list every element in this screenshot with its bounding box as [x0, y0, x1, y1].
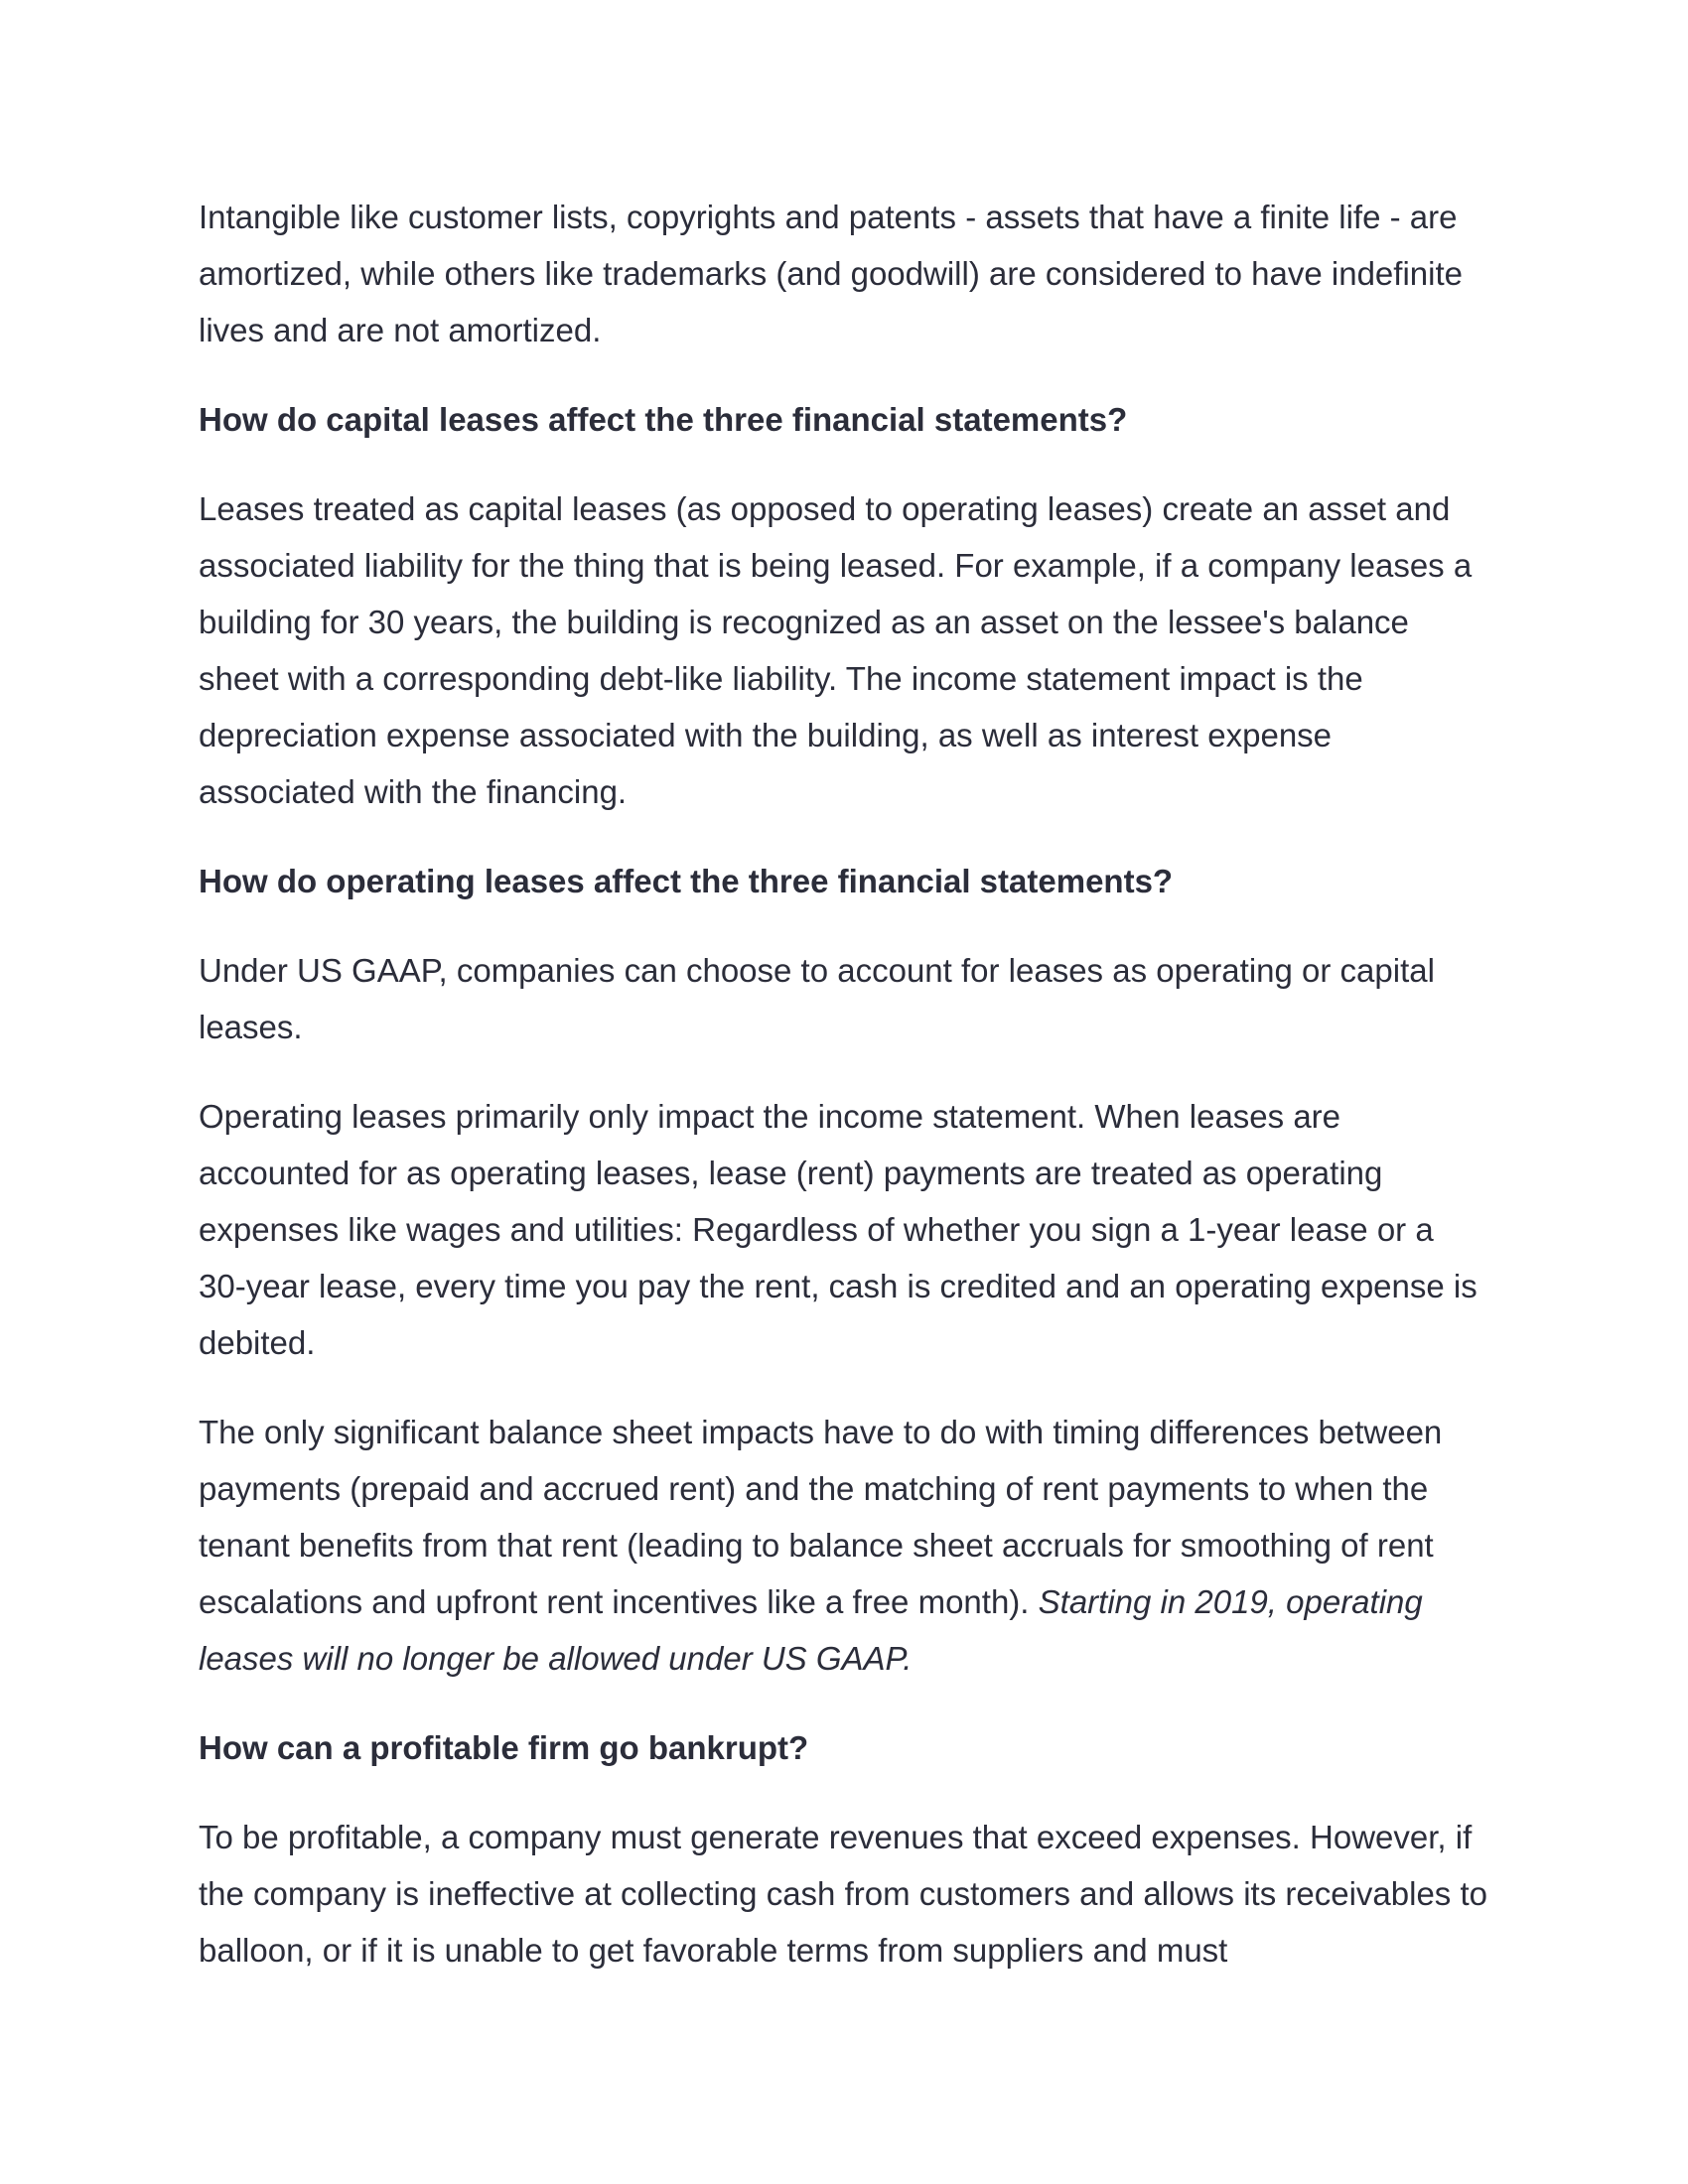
paragraph-capital-leases: Leases treated as capital leases (as opposed to operating leases) create an asset and associated liability for the thing that is being leased. For example, if a company leases a building for 30 years, the building is recognized as an asset on the lessee's balance sheet with a corresponding debt-like liability. The income statement impact is the depreciation expense associated with the building, as well as interest expense associated with the financing. [199, 490, 1473, 810]
balance-sheet-impacts-text: The only significant balance sheet impacts have to do with timing differences between payments (prepaid and accrued rent) and the matching of rent payments to when the tenant benefits from that rent (leading to balance sheet accruals for smoothing of rent escalations and upfront rent incentives like a free month). [199, 1414, 1443, 1620]
paragraph-profitable-bankrupt: To be profitable, a company must generate revenues that exceed expenses. However, if the company is ineffective at collecting cash from customers and allows its receivables to balloon, or if it is unable to get favorable terms from suppliers and must [199, 1819, 1487, 1969]
gaap-2019-note: Starting in 2019, operating leases will no longer be allowed under US GAAP. [199, 1583, 1423, 1677]
paragraph-us-gaap-choice: Under US GAAP, companies can choose to account for leases as operating or capital leases. [199, 952, 1435, 1045]
document-page [199, 189, 1489, 1979]
heading-operating-leases: How do operating leases affect the three financial statements? [199, 863, 1174, 899]
heading-capital-leases: How do capital leases affect the three financial statements? [199, 401, 1128, 438]
heading-profitable-bankrupt: How can a profitable firm go bankrupt? [199, 1729, 809, 1766]
paragraph-intangibles: Intangible like customer lists, copyrights and patents - assets that have a finite life - are amortized, while others like trademarks (and goodwill) are considered to have indefinite lives and are not amortized. [199, 199, 1463, 348]
paragraph-balance-sheet-impacts [199, 1404, 1489, 1687]
paragraph-operating-leases-impact: Operating leases primarily only impact the income statement. When leases are accounted for as operating leases, lease (rent) payments are treated as operating expenses like wages and utilities: Regardless of whether you sign a 1-year lease or a 30-year lease, every time you pay the rent, cash is credited and an operating expense is debited. [199, 1098, 1477, 1361]
